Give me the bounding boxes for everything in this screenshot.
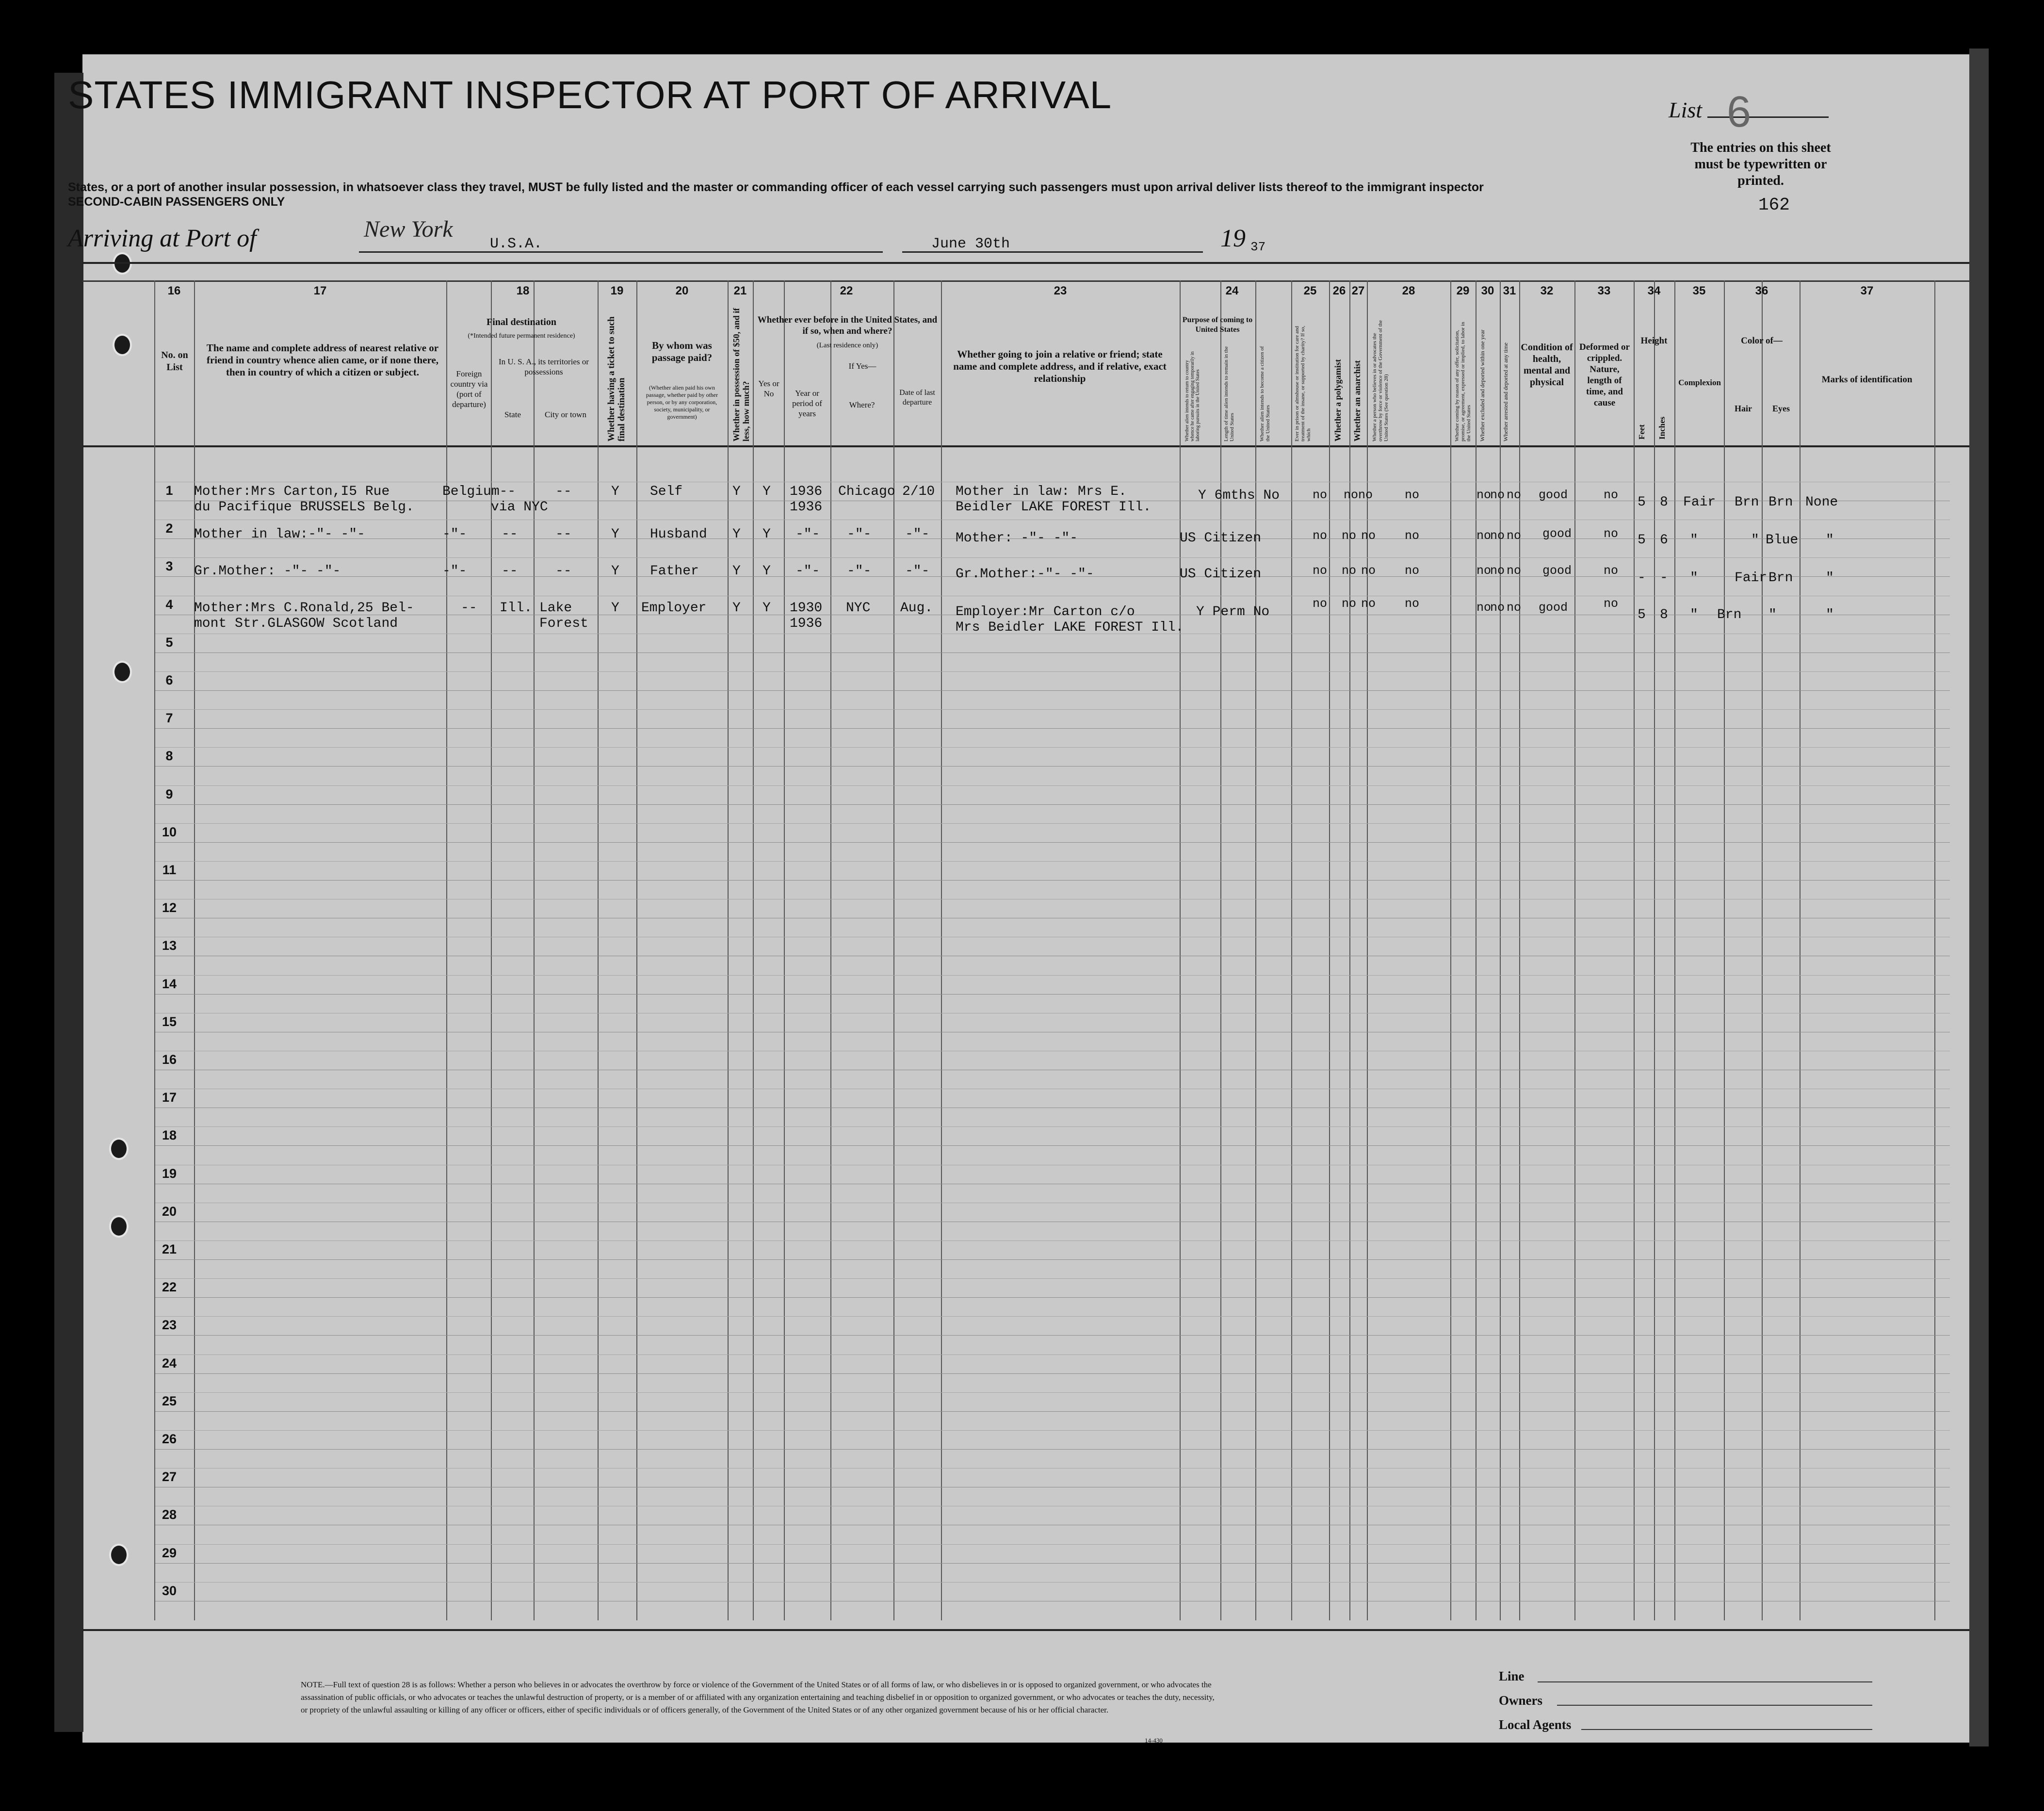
- cell-money: Y: [732, 484, 741, 499]
- cell-eyes: Blue: [1766, 533, 1799, 548]
- row-number: 18: [162, 1128, 177, 1143]
- header-yes-or-no: Yes or No: [758, 379, 779, 398]
- column-number: 23: [1054, 284, 1067, 297]
- row-rule: [155, 728, 1950, 729]
- page-subtitle: States, or a port of another insular possession, in whatsoever class they travel, MUST be fully listed and the master or commanding officer of each vessel carrying such passengers must upon arrival deliver lists thereof to the immigrant inspector: [68, 180, 1484, 194]
- cell-prison: no: [1313, 564, 1328, 578]
- page-edge: [1969, 49, 1989, 1746]
- cell-joining: Mother in law: Mrs E.: [956, 484, 1127, 499]
- cell-relative: Gr.Mother: -"- -"-: [194, 564, 341, 579]
- cell-paid-by: Father: [650, 564, 699, 579]
- cell-inches: 8: [1660, 495, 1668, 510]
- header-arrested: Whether arrested and deported at any time: [1502, 343, 1509, 441]
- cell-before: Y: [762, 564, 771, 579]
- cell-joining: Mrs Beidler LAKE FOREST Ill.: [956, 620, 1184, 635]
- row-number: 29: [162, 1545, 177, 1560]
- row-rule: [155, 1373, 1950, 1374]
- cell-departure: -"-: [905, 527, 930, 542]
- cell-excluded: no: [1490, 564, 1505, 578]
- cell-joining: Beidler LAKE FOREST Ill.: [956, 500, 1152, 515]
- row-rule: [155, 1335, 1950, 1336]
- header-color-of: Color of—: [1741, 336, 1783, 346]
- row-rule: [155, 1145, 1950, 1146]
- header-passage-paid: By whom was passage paid?: [651, 340, 713, 363]
- cell-overthrow: no: [1405, 488, 1420, 502]
- row-rule: [155, 804, 1950, 805]
- header-marks: Marks of identification: [1821, 375, 1913, 385]
- header-joining: Whether going to join a relative or friend; state name and complete address, and if relative, exact relationship: [953, 348, 1167, 384]
- row-number: 5: [165, 635, 173, 650]
- cell-deformed: no: [1604, 488, 1619, 502]
- column-number: 26: [1332, 284, 1346, 297]
- cell-polygamist: no: [1342, 529, 1357, 543]
- cell-deformed: no: [1604, 597, 1619, 611]
- header-return: Whether alien intends to return to country whence he came after engaging temporarily in laboring pursuits in the United States: [1184, 351, 1200, 441]
- header-overthrow: Whether a person who believes in or advocates the overthrow by force or violence of the Government of the United States (See question 28): [1372, 320, 1389, 441]
- row-number: 12: [162, 900, 177, 915]
- year-suffix: 37: [1250, 240, 1266, 254]
- cell-before: Y: [762, 527, 771, 542]
- header-nearest-relative: The name and complete address of nearest relative or friend in country whence alien came, or if none there, then in country of which a citizen or subject.: [206, 342, 439, 378]
- cell-excluded: no: [1490, 488, 1505, 502]
- column-number: 30: [1481, 284, 1494, 297]
- cell-relative: du Pacifique BRUSSELS Belg.: [194, 500, 414, 515]
- row-number: 14: [162, 976, 177, 991]
- list-note: The entries on this sheet must be typewritten or printed.: [1690, 140, 1831, 188]
- header-money: Whether in possession of $50, and if less, how much?: [731, 308, 751, 441]
- cell-arrested: no: [1507, 488, 1522, 502]
- column-number: 35: [1692, 284, 1706, 297]
- header-last-departure: Date of last departure: [899, 389, 935, 407]
- header-where: Where?: [849, 400, 875, 409]
- owners-signature-line: [1557, 1705, 1872, 1706]
- cell-before: Y: [762, 601, 771, 616]
- cell-prison: no: [1313, 529, 1328, 543]
- row-number: 24: [162, 1355, 177, 1370]
- cell-foreign: --: [461, 601, 477, 616]
- arriving-label: Arriving at Port of: [68, 225, 257, 252]
- cell-state: Ill.: [500, 601, 533, 616]
- header-ever-before-note: (Last residence only): [816, 342, 878, 349]
- cell-complexion: Fair: [1683, 495, 1716, 510]
- cell-relative: Mother:Mrs C.Ronald,25 Bel-: [194, 601, 414, 616]
- row-rule: [155, 785, 1950, 786]
- row-rule: [155, 1582, 1950, 1583]
- row-rule: [155, 1563, 1950, 1564]
- row-rule: [155, 842, 1950, 843]
- cell-relative: mont Str.GLASGOW Scotland: [194, 616, 398, 631]
- cell-eyes: ": [1768, 607, 1777, 622]
- cell-departure: Aug.: [900, 601, 933, 616]
- cell-deformed: no: [1604, 527, 1619, 541]
- row-rule: [155, 975, 1950, 976]
- column-number: 24: [1225, 284, 1239, 297]
- port-handwritten: New York: [364, 216, 453, 242]
- header-deformed: Deformed or crippled. Nature, length of time, and cause: [1579, 342, 1630, 408]
- cell-years: 1936: [790, 616, 823, 631]
- column-number: 37: [1860, 284, 1874, 297]
- cell-where: -"-: [847, 527, 872, 542]
- cell-relative: Mother:Mrs Carton,I5 Rue: [194, 484, 390, 499]
- header-purpose: Purpose of coming to United States: [1182, 316, 1253, 334]
- cell-arrested: no: [1507, 564, 1522, 578]
- cell-inches: 6: [1660, 533, 1668, 548]
- header-ticket: Whether having a ticket to such final destination: [606, 316, 627, 441]
- cell-paid-by: Self: [650, 484, 683, 499]
- cell-years: 1936: [790, 484, 823, 499]
- header-prison: Ever in prison or almshouse or institution for care and treatment of the insane, or supported by charity? If so, which: [1294, 326, 1312, 441]
- owners-label: Owners: [1499, 1693, 1542, 1708]
- row-rule: [155, 1449, 1950, 1450]
- header-foreign-country: Foreign country via (port of departure): [450, 369, 488, 409]
- cell-marks: ": [1826, 533, 1834, 548]
- cell-money: Y: [732, 601, 741, 616]
- row-number: 27: [162, 1469, 177, 1485]
- port-typed: U.S.A.: [490, 236, 543, 252]
- cell-joining: Mother: -"- -"-: [956, 531, 1078, 546]
- cell-feet: 5: [1638, 533, 1646, 548]
- cell-foreign: Belgium--: [442, 484, 516, 499]
- binder-hole-icon: [113, 334, 132, 356]
- cell-complexion: ": [1690, 571, 1698, 586]
- cell-overthrow: no: [1405, 597, 1420, 611]
- cell-overthrow: no: [1405, 529, 1420, 543]
- cell-purpose: Y 6mths No: [1198, 488, 1280, 503]
- row-number: 6: [165, 673, 173, 687]
- row-number: 8: [165, 749, 173, 764]
- row-rule: [155, 709, 1950, 710]
- cabin-class: SECOND-CABIN PASSENGERS ONLY: [68, 195, 285, 209]
- row-number: 16: [162, 1052, 177, 1067]
- line-label: Line: [1499, 1669, 1525, 1683]
- row-number: 7: [165, 711, 173, 726]
- cell-city: --: [555, 527, 572, 542]
- row-rule: [155, 1126, 1950, 1127]
- line-signature-line: [1538, 1681, 1872, 1682]
- cell-health: good: [1539, 488, 1568, 502]
- cell-anarchist: no: [1361, 564, 1376, 578]
- header-ever-before: Whether ever before in the United States, and if so, when and where?: [757, 315, 938, 336]
- cell-marks: None: [1805, 495, 1838, 510]
- header-solicitation: Whether coming by reason of any offer, solicitation, promise, or agreement, expressed or implied, to labor in the United States: [1454, 322, 1472, 441]
- row-rule: [155, 1411, 1950, 1412]
- cell-joining: Gr.Mother:-"- -"-: [956, 567, 1094, 582]
- arrival-date: June 30th: [931, 236, 1010, 252]
- column-number: 36: [1755, 284, 1768, 297]
- cell-marks: ": [1826, 571, 1834, 586]
- header-polygamist: Whether a polygamist: [1333, 359, 1343, 441]
- row-rule: [155, 1392, 1950, 1393]
- header-final-destination: Final destination: [487, 317, 556, 327]
- row-rule: [155, 1297, 1950, 1298]
- cell-years: -"-: [795, 527, 820, 542]
- cell-relative: Mother in law:-"- -"-: [194, 527, 365, 542]
- row-number: 22: [162, 1280, 177, 1295]
- cell-excluded: no: [1490, 601, 1505, 615]
- cell-years: -"-: [795, 564, 820, 579]
- cell-complexion: ": [1690, 607, 1698, 622]
- binder-hole-icon: [109, 1138, 129, 1160]
- cell-arrested: no: [1507, 601, 1522, 615]
- header-hair: Hair: [1735, 404, 1752, 413]
- form-number: 14-430: [1145, 1737, 1163, 1744]
- cell-hair: Brn: [1735, 495, 1759, 510]
- header-height: Height: [1640, 336, 1668, 346]
- row-rule: [155, 747, 1950, 748]
- cell-solicitation: no: [1476, 564, 1492, 578]
- row-rule: [155, 1316, 1950, 1317]
- page-title: STATES IMMIGRANT INSPECTOR AT PORT OF ARRIVAL: [68, 73, 1112, 116]
- cell-anarchist: no: [1358, 488, 1373, 502]
- column-number: 19: [610, 284, 624, 297]
- header-year-period: Year or period of years: [792, 389, 822, 418]
- cell-solicitation: no: [1476, 488, 1492, 502]
- cell-polygamist: no: [1344, 488, 1359, 502]
- cell-deformed: no: [1604, 564, 1619, 578]
- header-in-usa: In U. S. A., its territories or possessions: [498, 357, 589, 376]
- column-number: 17: [313, 284, 327, 297]
- cell-departure: 2/10: [902, 484, 935, 499]
- column-number: 18: [516, 284, 530, 297]
- row-rule: [155, 766, 1950, 767]
- list-number: 6: [1727, 88, 1752, 136]
- column-number: 28: [1402, 284, 1415, 297]
- cell-hair: Brn: [1717, 607, 1742, 622]
- row-rule: [155, 1259, 1950, 1260]
- row-rule: [155, 671, 1950, 672]
- cell-where: NYC: [846, 601, 871, 616]
- cell-years: 1936: [790, 500, 823, 515]
- row-number: 15: [162, 1014, 177, 1029]
- cell-ticket: Y: [611, 527, 619, 542]
- cell-feet: 5: [1638, 495, 1646, 510]
- cell-arrested: no: [1507, 529, 1522, 543]
- row-rule: [155, 1240, 1950, 1241]
- column-number: 20: [675, 284, 689, 297]
- year-prefix: 19: [1220, 225, 1246, 252]
- column-number: 25: [1303, 284, 1317, 297]
- row-number: 23: [162, 1318, 177, 1333]
- cell-health: good: [1542, 564, 1572, 578]
- row-number: 4: [165, 597, 173, 612]
- cell-years: 1930: [790, 601, 823, 616]
- row-number: 19: [162, 1166, 177, 1181]
- cell-excluded: no: [1490, 529, 1505, 543]
- column-number: 32: [1540, 284, 1554, 297]
- column-number: 33: [1597, 284, 1611, 297]
- row-number: 20: [162, 1204, 177, 1219]
- cell-where: Chicago: [838, 484, 895, 499]
- cell-complexion: ": [1690, 533, 1698, 548]
- header-passage-paid-note: (Whether alien paid his own passage, whether paid by other person, or by any corporation, society, municipality, or government): [646, 384, 718, 420]
- cell-eyes: Brn: [1768, 495, 1793, 510]
- cell-money: Y: [732, 527, 741, 542]
- list-number-line: [1707, 116, 1829, 118]
- cell-city: --: [555, 484, 572, 499]
- row-number: 3: [165, 559, 173, 574]
- row-rule: [155, 690, 1950, 691]
- cell-state: --: [502, 564, 518, 579]
- row-rule: [155, 1544, 1950, 1545]
- footer-rule: [82, 1629, 1969, 1631]
- cell-hair: ": [1751, 533, 1759, 548]
- row-rule: [155, 1354, 1950, 1355]
- header-feet: Feet: [1637, 424, 1646, 440]
- cell-before: Y: [762, 484, 771, 499]
- cell-feet: -: [1638, 571, 1646, 586]
- list-label: List: [1669, 98, 1703, 122]
- cell-inches: 8: [1660, 607, 1668, 622]
- column-number: 27: [1351, 284, 1365, 297]
- column-number-rule: [82, 280, 1969, 282]
- cell-feet: 5: [1638, 607, 1646, 622]
- binder-hole-icon: [109, 1215, 129, 1238]
- date-line: [902, 251, 1203, 253]
- header-state: State: [504, 410, 521, 419]
- cell-prison: no: [1313, 488, 1328, 502]
- cell-city: --: [555, 564, 572, 579]
- cell-marks: ": [1826, 607, 1834, 622]
- question-28-note: NOTE.—Full text of question 28 is as follows: Whether a person who believes in or advocates the overthrow by force or violence of the Government of the United States or of all forms of law, or who disbelieves in or is opposed to organized government, or who advocates the assassination of public officials, or who advocates or teaches the unlawful destruction of property, or is a member of or affiliated with any organization entertaining and teaching disbelief in or opposition to organized government, or who advocates or teaches the duty, necessity, or propriety of the unlawful assaulting or killing of any officer or officers, either of specific individuals or of officers generally, of the Government of the United States or of any other organized government because of his or her official character.: [301, 1680, 1215, 1714]
- cell-prison: no: [1313, 597, 1328, 611]
- column-number: 16: [167, 284, 181, 297]
- header-inches: Inches: [1657, 416, 1667, 440]
- cell-hair: Fair: [1735, 571, 1768, 586]
- row-rule: [155, 880, 1950, 881]
- header-complexion: Complexion: [1678, 378, 1721, 387]
- cell-foreign: -"-: [442, 564, 467, 579]
- binding-strip: [54, 73, 83, 1732]
- cell-paid-by: Husband: [650, 527, 707, 542]
- column-number: 34: [1647, 284, 1661, 297]
- row-number: 11: [162, 863, 177, 877]
- header-anarchist: Whether an anarchist: [1352, 360, 1362, 441]
- cell-anarchist: no: [1361, 597, 1376, 611]
- row-rule: [155, 994, 1950, 995]
- cell-purpose: US Citizen: [1180, 567, 1262, 582]
- row-number: 1: [165, 483, 173, 498]
- row-number: 26: [162, 1432, 177, 1446]
- row-number: 25: [162, 1393, 177, 1408]
- row-rule: [155, 823, 1950, 824]
- sheet-number: 162: [1758, 195, 1790, 215]
- cell-state: --: [502, 527, 518, 542]
- cell-polygamist: no: [1342, 564, 1357, 578]
- cell-health: good: [1539, 601, 1568, 615]
- row-number: 21: [162, 1242, 177, 1256]
- cell-polygamist: no: [1342, 597, 1357, 611]
- cell-city: Lake Forest: [539, 601, 588, 631]
- column-number: 21: [733, 284, 747, 297]
- row-number: 17: [162, 1090, 177, 1105]
- column-number: 22: [840, 284, 853, 297]
- row-rule: [155, 1278, 1950, 1279]
- binder-hole-icon: [109, 1544, 129, 1566]
- cell-ticket: Y: [611, 564, 619, 579]
- row-number: 28: [162, 1507, 177, 1522]
- grid-top-rule: [82, 262, 1969, 264]
- header-final-destination-note: (*Intended future permanent residence): [468, 332, 575, 340]
- header-excluded: Whether excluded and deported within one year: [1479, 329, 1486, 441]
- header-eyes: Eyes: [1772, 404, 1790, 413]
- row-rule: [155, 861, 1950, 862]
- cell-departure: -"-: [905, 564, 930, 579]
- manifest-sheet: [82, 54, 1969, 1743]
- cell-joining: Employer:Mr Carton c/o: [956, 604, 1135, 620]
- cell-paid-by: Employer: [641, 601, 707, 616]
- column-number: 29: [1456, 284, 1470, 297]
- cell-overthrow: no: [1405, 564, 1420, 578]
- row-number: 10: [162, 824, 177, 839]
- cell-foreign: -"-: [442, 527, 467, 542]
- cell-purpose: Y Perm No: [1196, 604, 1270, 620]
- row-number: 30: [162, 1583, 177, 1598]
- cell-ticket: Y: [611, 484, 619, 499]
- cell-eyes: Brn: [1768, 571, 1793, 586]
- header-health: Condition of health, mental and physical: [1521, 342, 1573, 388]
- column-number: 31: [1503, 284, 1516, 297]
- header-if-yes: If Yes—: [848, 361, 876, 371]
- row-number: 9: [165, 786, 173, 801]
- cell-purpose: US Citizen: [1180, 531, 1262, 546]
- row-rule: [155, 557, 1950, 558]
- header-no-on-list: No. on List: [161, 350, 188, 373]
- port-line: [359, 251, 883, 253]
- row-rule: [155, 1430, 1950, 1431]
- local-agents-label: Local Agents: [1499, 1717, 1572, 1732]
- cell-ticket: Y: [611, 601, 619, 616]
- header-bottom-rule: [82, 445, 1969, 447]
- row-number: 2: [165, 521, 173, 536]
- row-number: 13: [162, 938, 177, 953]
- header-city: City or town: [545, 410, 586, 419]
- cell-solicitation: no: [1476, 601, 1492, 615]
- agents-signature-line: [1581, 1729, 1872, 1730]
- binder-hole-icon: [113, 661, 132, 683]
- cell-solicitation: no: [1476, 529, 1492, 543]
- cell-money: Y: [732, 564, 741, 579]
- cell-anarchist: no: [1361, 529, 1376, 543]
- header-citizen: Whether alien intends to become a citizen of the United States: [1259, 346, 1271, 441]
- cell-foreign: via NYC: [491, 500, 548, 515]
- cell-where: -"-: [847, 564, 872, 579]
- cell-health: good: [1542, 527, 1572, 541]
- cell-inches: -: [1660, 571, 1668, 586]
- header-length-stay: Length of time alien intends to remain in the United States: [1223, 346, 1235, 441]
